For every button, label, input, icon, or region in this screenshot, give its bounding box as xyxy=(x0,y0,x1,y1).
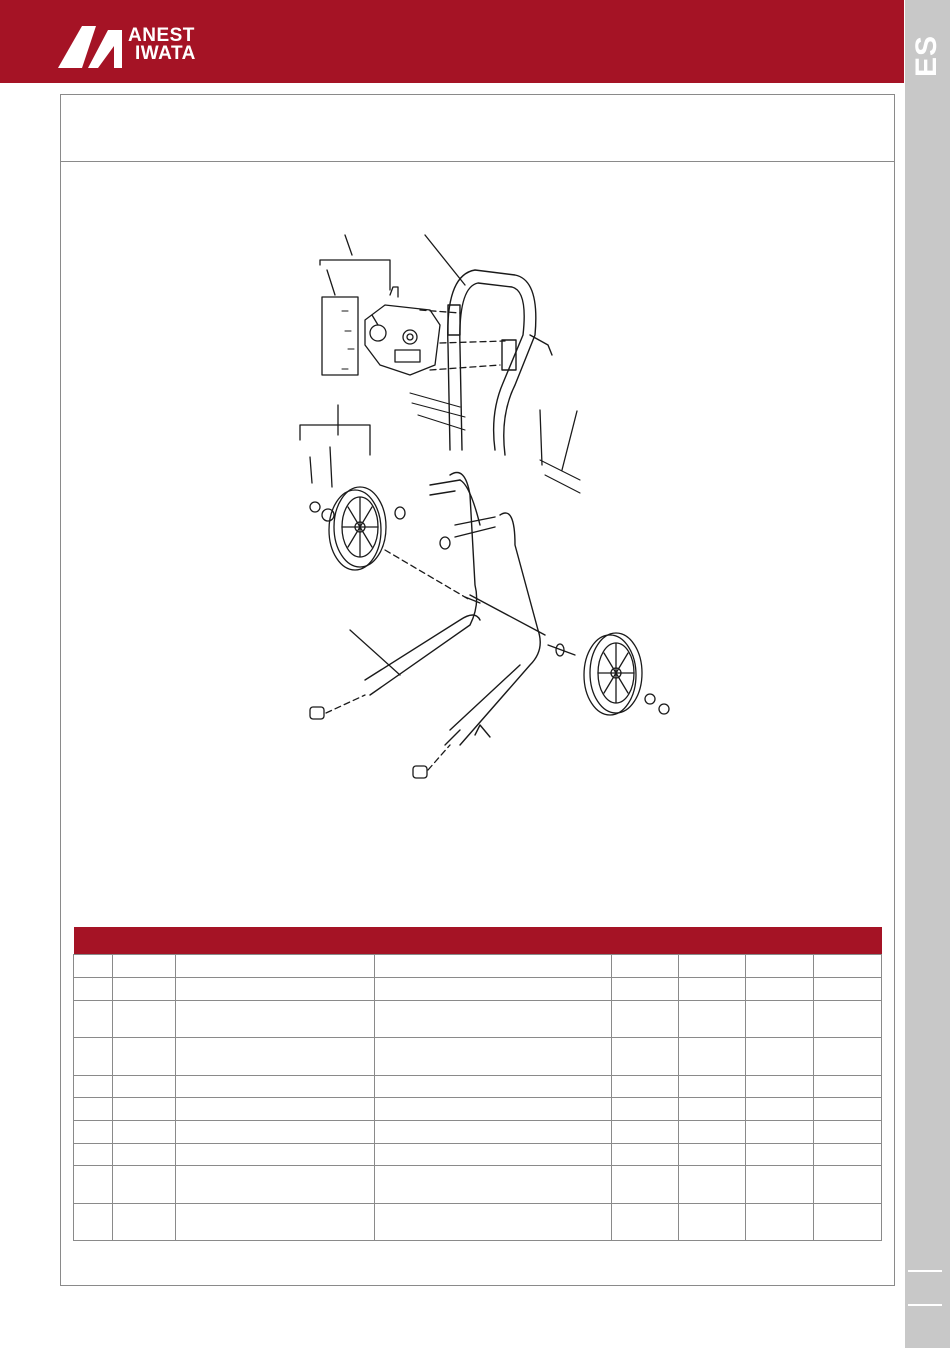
table-cell xyxy=(679,978,746,1001)
left-wheel xyxy=(329,487,386,570)
logo-mark-icon xyxy=(58,26,122,68)
side-tick-upper xyxy=(908,1270,942,1272)
leader-line xyxy=(327,270,335,295)
cart-handle-frame xyxy=(448,270,552,455)
table-cell xyxy=(113,1166,176,1204)
title-divider xyxy=(60,161,895,162)
table-cell xyxy=(679,1098,746,1121)
header-cell xyxy=(612,927,679,955)
table-cell xyxy=(113,1001,176,1038)
table-cell xyxy=(814,1121,882,1144)
table-cell xyxy=(176,1001,375,1038)
table-cell xyxy=(746,1204,814,1241)
mount-dashed-lines xyxy=(420,310,505,370)
table-cell xyxy=(375,1144,612,1166)
table-cell xyxy=(74,1121,113,1144)
table-cell xyxy=(176,1121,375,1144)
table-cell xyxy=(612,1144,679,1166)
table-cell xyxy=(679,1076,746,1098)
table-cell xyxy=(746,955,814,978)
table-cell xyxy=(113,1076,176,1098)
table-cell xyxy=(375,978,612,1001)
leader-line xyxy=(310,447,332,487)
table-cell xyxy=(612,978,679,1001)
table-row xyxy=(74,1166,882,1204)
table-cell xyxy=(612,1166,679,1204)
washer-right xyxy=(645,694,655,704)
table-cell xyxy=(375,1166,612,1204)
washer-left xyxy=(310,502,320,512)
table-cell xyxy=(375,1121,612,1144)
wheel-dashed-line xyxy=(385,550,470,600)
table-cell xyxy=(612,1001,679,1038)
table-cell xyxy=(74,1144,113,1166)
table-cell xyxy=(814,1038,882,1076)
bracket xyxy=(300,405,370,455)
table-cell xyxy=(814,1144,882,1166)
foot-cap xyxy=(413,766,427,778)
table-cell xyxy=(375,1001,612,1038)
table-cell xyxy=(679,1166,746,1204)
fasteners-small xyxy=(342,311,354,369)
parts-table xyxy=(73,927,882,1241)
table-cell xyxy=(74,955,113,978)
table-cell xyxy=(176,1204,375,1241)
logo-line-2: IWATA xyxy=(135,43,196,64)
table-cell xyxy=(113,1098,176,1121)
table-cell xyxy=(679,1144,746,1166)
leader-line xyxy=(425,235,465,285)
washer-right xyxy=(659,704,669,714)
table-cell xyxy=(746,1121,814,1144)
leader-line xyxy=(350,630,400,675)
fastener-group-box xyxy=(322,297,358,375)
table-row xyxy=(74,1076,882,1098)
language-tab[interactable] xyxy=(906,26,949,86)
leader-line xyxy=(540,410,577,470)
table-cell xyxy=(746,1038,814,1076)
table-cell xyxy=(746,1144,814,1166)
table-cell xyxy=(113,978,176,1001)
header-cell xyxy=(746,927,814,955)
table-row xyxy=(74,1098,882,1121)
header-bar xyxy=(0,0,904,83)
table-cell xyxy=(679,1204,746,1241)
table-cell xyxy=(746,1001,814,1038)
table-cell xyxy=(612,1121,679,1144)
table-cell xyxy=(74,1001,113,1038)
table-row xyxy=(74,1038,882,1076)
table-cell xyxy=(176,1098,375,1121)
table-cell xyxy=(113,1121,176,1144)
table-cell xyxy=(746,1098,814,1121)
table-cell xyxy=(74,1204,113,1241)
table-cell xyxy=(814,978,882,1001)
cap-dashed-line xyxy=(326,695,450,770)
table-row xyxy=(74,1121,882,1144)
logo-line-1: ANEST xyxy=(128,25,195,46)
right-wheel xyxy=(584,633,642,715)
table-cell xyxy=(113,1038,176,1076)
table-cell xyxy=(814,1076,882,1098)
washer-left xyxy=(322,509,334,521)
cart-lower-frame xyxy=(365,473,545,746)
table-cell xyxy=(814,1098,882,1121)
table-cell xyxy=(176,1076,375,1098)
header-cell xyxy=(679,927,746,955)
table-cell xyxy=(74,978,113,1001)
table-cell xyxy=(375,1098,612,1121)
table-cell xyxy=(375,1076,612,1098)
header-cell xyxy=(814,927,882,955)
table-cell xyxy=(74,1076,113,1098)
table-cell xyxy=(679,1001,746,1038)
language-code: ES xyxy=(910,34,944,78)
table-cell xyxy=(679,955,746,978)
table-cell xyxy=(176,978,375,1001)
table-cell xyxy=(612,955,679,978)
table-cell xyxy=(814,1204,882,1241)
table-cell xyxy=(679,1121,746,1144)
header-cell xyxy=(74,927,113,955)
foot-cap xyxy=(310,707,324,719)
table-cell xyxy=(176,955,375,978)
side-tick-lower xyxy=(908,1304,942,1306)
bracket xyxy=(320,260,390,290)
table-cell xyxy=(679,1038,746,1076)
table-header-row xyxy=(74,927,882,955)
table-cell xyxy=(612,1098,679,1121)
table-cell xyxy=(176,1144,375,1166)
table-cell xyxy=(176,1166,375,1204)
table-cell xyxy=(176,1038,375,1076)
table-cell xyxy=(113,1204,176,1241)
table-row xyxy=(74,955,882,978)
anest-iwata-logo xyxy=(58,26,228,72)
table-cell xyxy=(375,955,612,978)
header-cell xyxy=(176,927,612,955)
table-cell xyxy=(113,955,176,978)
table-cell xyxy=(814,1166,882,1204)
table-cell xyxy=(746,1166,814,1204)
table-cell xyxy=(375,1038,612,1076)
table-cell xyxy=(113,1144,176,1166)
cart-exploded-diagram xyxy=(290,225,690,795)
table-cell xyxy=(746,978,814,1001)
table-cell xyxy=(74,1166,113,1204)
control-unit xyxy=(365,287,440,375)
table-row xyxy=(74,978,882,1001)
table-cell xyxy=(74,1038,113,1076)
side-strip xyxy=(905,0,950,1348)
table-cell xyxy=(612,1076,679,1098)
header-cell xyxy=(113,927,176,955)
parts-table-body xyxy=(74,955,882,1241)
table-cell xyxy=(746,1076,814,1098)
table-row xyxy=(74,1001,882,1038)
table-cell xyxy=(814,1001,882,1038)
table-cell xyxy=(612,1038,679,1076)
table-cell xyxy=(375,1204,612,1241)
table-row xyxy=(74,1144,882,1166)
table-cell xyxy=(74,1098,113,1121)
table-cell xyxy=(612,1204,679,1241)
logo-wordmark xyxy=(128,27,196,63)
leader-line xyxy=(345,235,352,255)
table-row xyxy=(74,1204,882,1241)
table-cell xyxy=(814,955,882,978)
